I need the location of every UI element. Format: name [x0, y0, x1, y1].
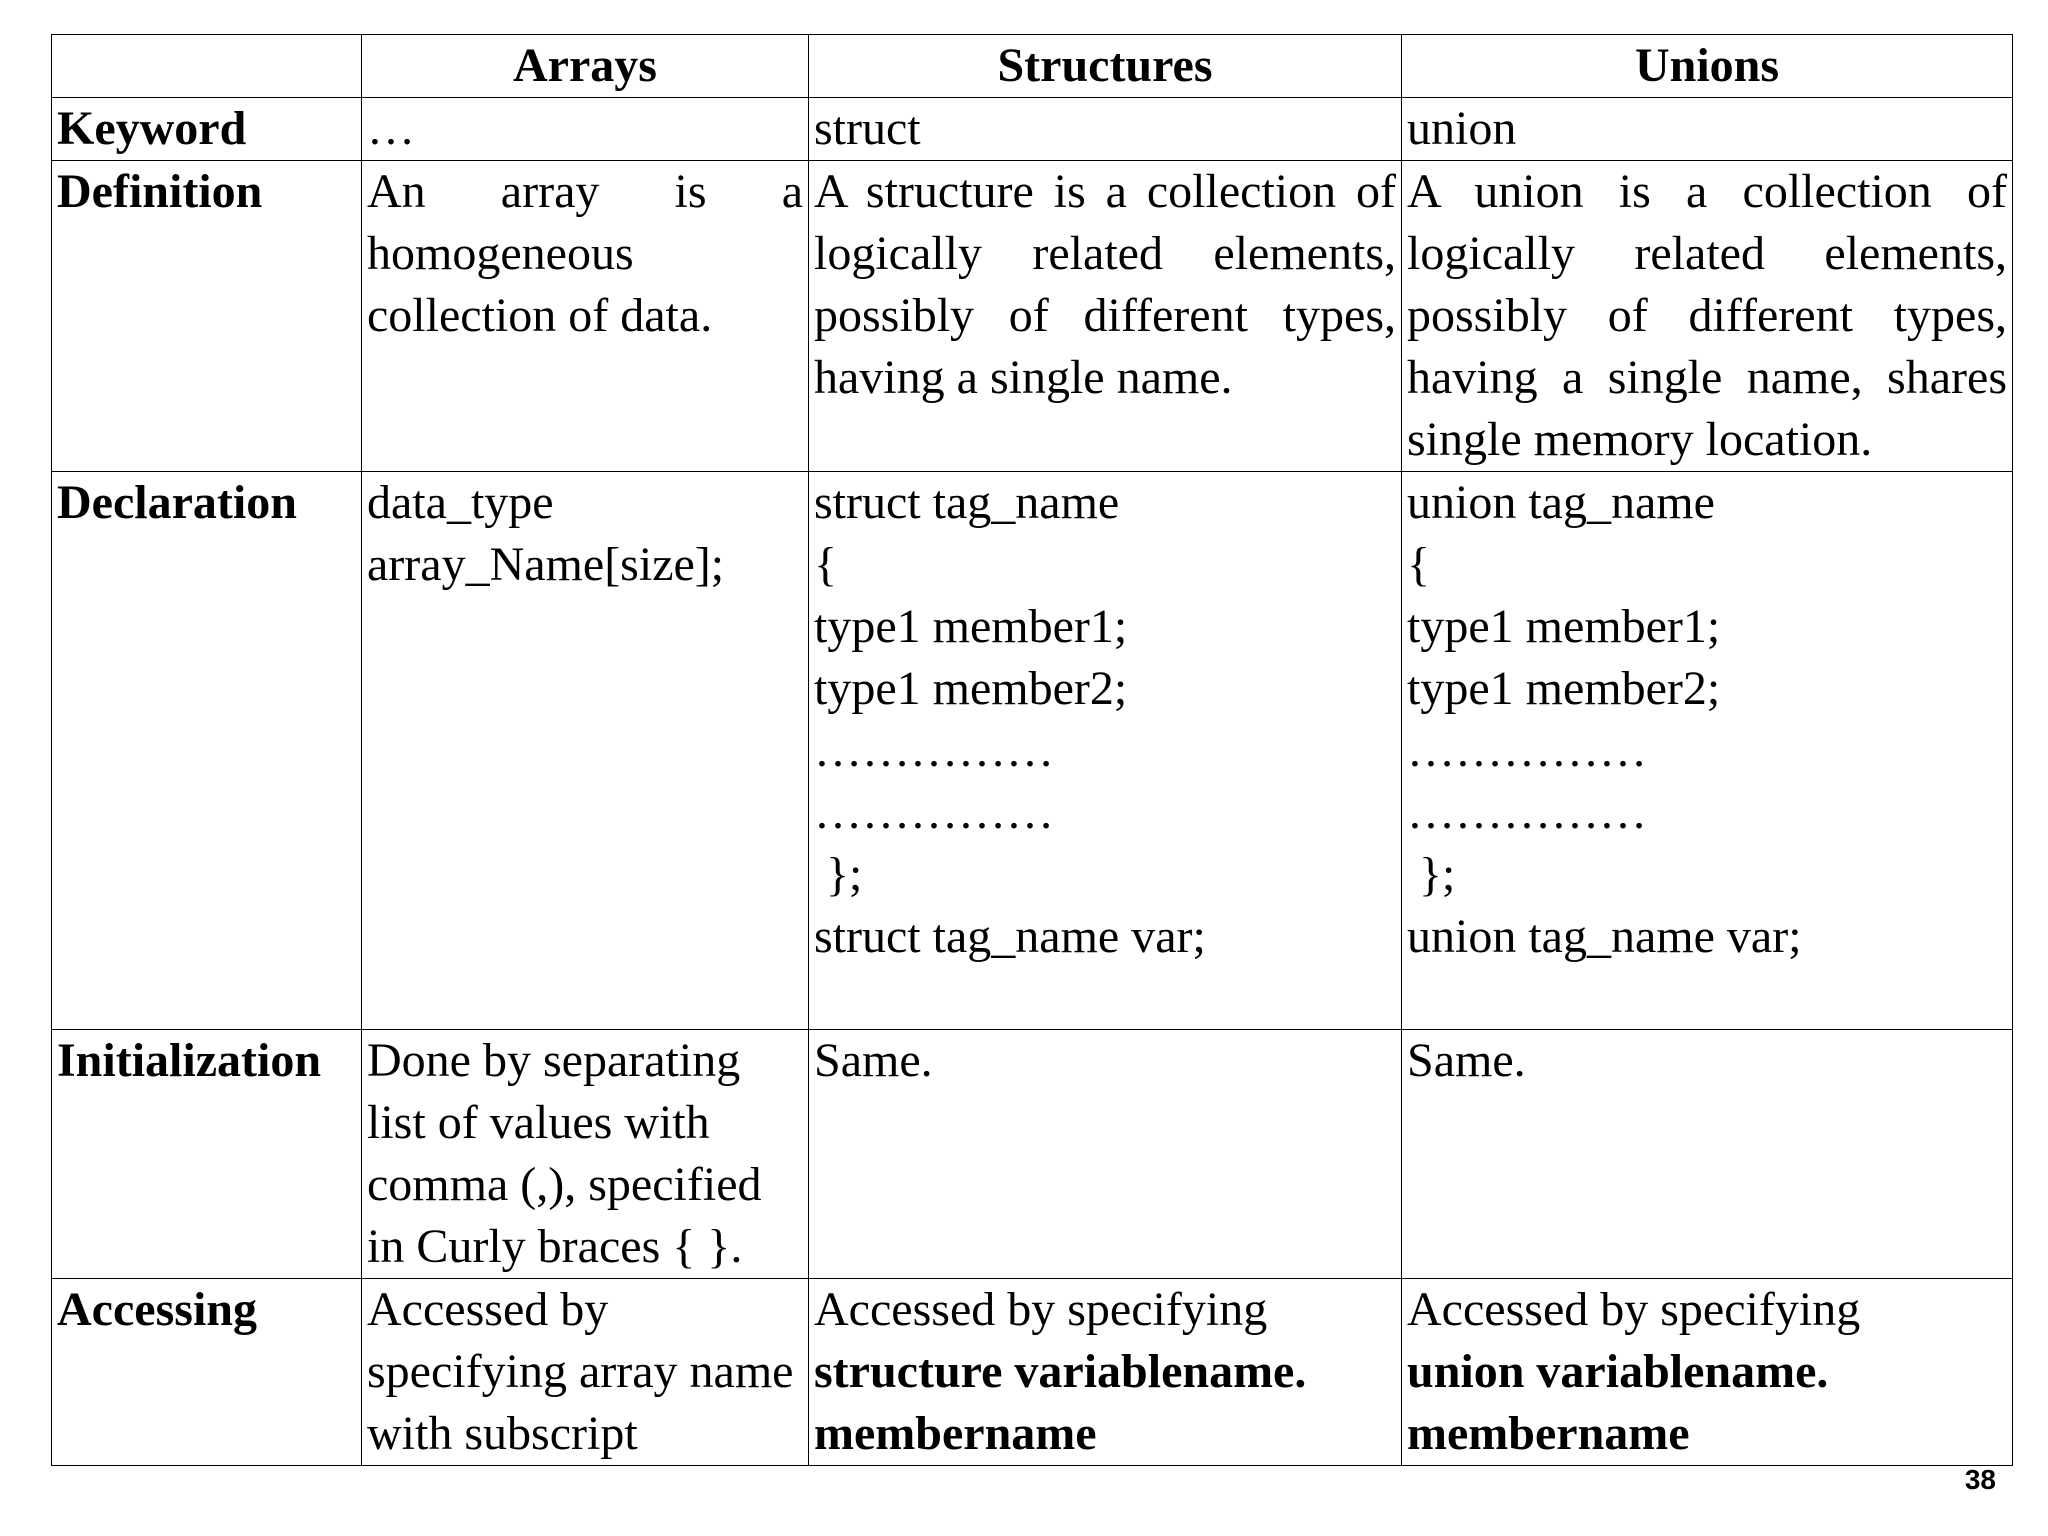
code-line: };: [1407, 848, 1456, 901]
initialization-unions: Same.: [1402, 1030, 2013, 1279]
code-line: type1 member1;: [1407, 600, 1721, 653]
header-corner: [52, 35, 362, 98]
accessing-arrays: Accessed by specifying array name with subscript: [362, 1279, 809, 1466]
initialization-structures: Same.: [809, 1030, 1402, 1279]
definition-unions: A union is a collection of logically related elements, possibly of different types, having a single name, shares single memory location.: [1402, 161, 2013, 472]
row-definition: [52, 161, 2013, 472]
code-line: };: [814, 848, 863, 901]
row-initialization: [52, 1030, 2013, 1279]
accessing-unions: [1402, 1279, 2013, 1466]
code-line: type1 member2;: [1407, 662, 1721, 715]
row-label-keyword: Keyword: [52, 98, 362, 161]
code-line: struct tag_name var;: [814, 910, 1206, 963]
accessing-structures: [809, 1279, 1402, 1466]
accessing-lead: Accessed by specifying: [814, 1283, 1268, 1336]
code-line: array_Name[size];: [367, 538, 725, 591]
code-line: union tag_name var;: [1407, 910, 1802, 963]
row-declaration: [52, 472, 2013, 1030]
header-structures: Structures: [809, 35, 1402, 98]
code-line: data_type: [367, 476, 554, 529]
definition-arrays: An array is a homogeneous collection of data.: [362, 161, 809, 472]
row-keyword: [52, 98, 2013, 161]
code-line: struct tag_name: [814, 476, 1120, 529]
code-line: type1 member2;: [814, 662, 1128, 715]
code-line: ……………: [1407, 786, 1647, 839]
accessing-syntax: structure variablename.: [814, 1345, 1307, 1398]
row-accessing: [52, 1279, 2013, 1466]
row-label-initialization: Initialization: [52, 1030, 362, 1279]
code-line: {: [1407, 538, 1431, 591]
code-line: ……………: [814, 724, 1054, 777]
header-row: [52, 35, 2013, 98]
keyword-unions: union: [1402, 98, 2013, 161]
accessing-syntax: membername: [1407, 1407, 1690, 1460]
declaration-arrays: [362, 472, 809, 1030]
keyword-arrays: …: [362, 98, 809, 161]
row-label-declaration: Declaration: [52, 472, 362, 1030]
page-number: 38: [1964, 1464, 1996, 1495]
accessing-lead: Accessed by specifying: [1407, 1283, 1861, 1336]
accessing-syntax: membername: [814, 1407, 1097, 1460]
header-unions: Unions: [1402, 35, 2013, 98]
header-arrays: Arrays: [362, 35, 809, 98]
comparison-table: [51, 34, 2013, 1466]
keyword-structures: struct: [809, 98, 1402, 161]
code-line: ……………: [1407, 724, 1647, 777]
accessing-syntax: union variablename.: [1407, 1345, 1829, 1398]
declaration-unions: [1402, 472, 2013, 1030]
code-line: {: [814, 538, 838, 591]
row-label-definition: Definition: [52, 161, 362, 472]
definition-structures: A structure is a collection of logically related elements, possibly of different types, having a single name.: [809, 161, 1402, 472]
initialization-arrays: Done by separating list of values with comma (,), specified in Curly braces { }.: [362, 1030, 809, 1279]
code-line: type1 member1;: [814, 600, 1128, 653]
code-line: ……………: [814, 786, 1054, 839]
declaration-structures: [809, 472, 1402, 1030]
row-label-accessing: Accessing: [52, 1279, 362, 1466]
code-line: union tag_name: [1407, 476, 1715, 529]
